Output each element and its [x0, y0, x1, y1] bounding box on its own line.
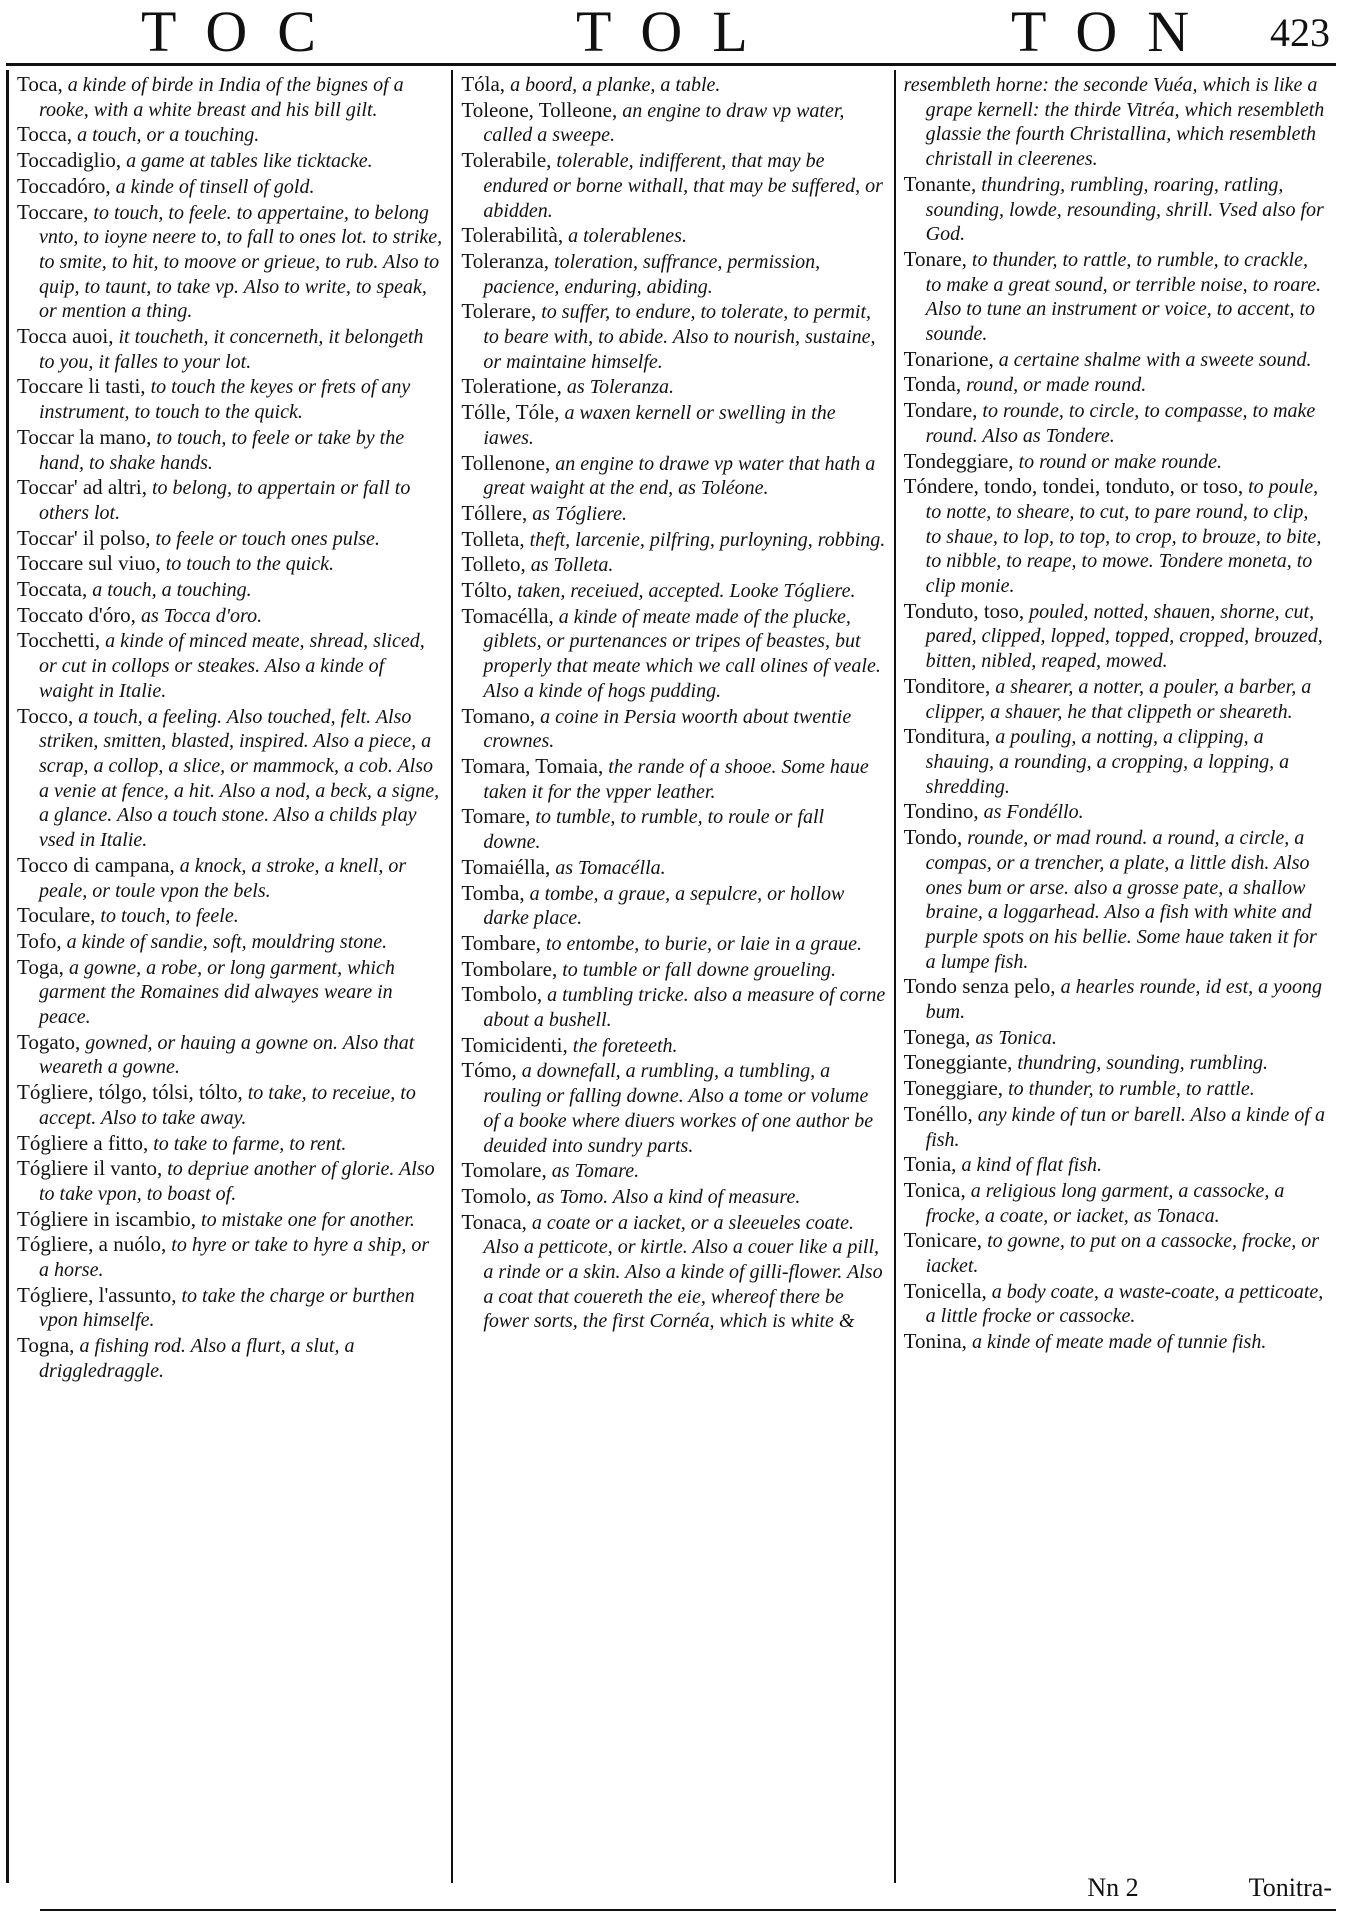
entry-definition: gowned, or hauing a gowne on. Also that weareth a gowne.	[39, 1031, 415, 1079]
catchword: Tonitra-	[1248, 1873, 1332, 1902]
entry-headword: Tonditura,	[903, 724, 991, 749]
entry-definition: a certaine shalme with a sweete sound.	[998, 348, 1312, 371]
dictionary-entry	[904, 1050, 1328, 1076]
dictionary-entry	[904, 247, 1328, 347]
dictionary-entry	[461, 148, 885, 223]
entry-definition: a body coate, a waste-coate, a petticoate, a little frocke or cassocke.	[925, 1280, 1324, 1328]
dictionary-entry	[17, 704, 443, 853]
entry-definition: a kinde of meate made of tunnie fish.	[971, 1331, 1267, 1354]
entry-headword: Tonda,	[903, 372, 962, 397]
entry-headword: Tolerabile,	[461, 148, 552, 173]
dictionary-entry	[17, 1156, 443, 1206]
entry-definition: to touch, to feele. to appertaine, to belong vnto, to ioyne neere to, to fall to ones lot. to strike, to smite, to hit, to moove or grieue, to rub. Also to quip, to taunt, to take vp. Also to write, to speak, or mention a thing.	[39, 201, 443, 323]
entry-headword: Tolleto,	[461, 552, 526, 577]
dictionary-entry	[461, 1210, 885, 1335]
entry-definition: thundring, rumbling, roaring, ratling, sounding, lowde, resounding, shrill. Vsed also for God.	[925, 173, 1324, 246]
column-right	[894, 70, 1336, 1883]
entry-headword: Toneggiante,	[903, 1050, 1013, 1075]
entry-headword: Tocchetti,	[17, 628, 101, 653]
dictionary-entry	[17, 174, 443, 200]
entry-definition: a tumbling tricke. also a measure of corne about a bushell.	[483, 984, 886, 1032]
entry-headword: Tolerabilità,	[461, 223, 564, 248]
entry-definition: as Tomacélla.	[555, 856, 666, 879]
dictionary-entry	[461, 855, 885, 881]
entry-definition: to take to farme, to rent.	[153, 1132, 347, 1155]
entry-headword: Tógliere, l'assunto,	[17, 1282, 177, 1307]
entry-definition: a game at tables like ticktacke.	[126, 150, 373, 173]
entry-headword: Tógliere a fitto,	[17, 1130, 149, 1155]
entry-headword: Tógliere il vanto,	[17, 1156, 163, 1181]
header-guide-word-left: TOC	[141, 0, 346, 64]
entry-headword: Toccar' il polso,	[17, 525, 151, 550]
entry-definition: as Tonica.	[975, 1026, 1057, 1049]
entry-headword: Tólle, Tóle,	[461, 400, 560, 425]
entry-headword: Toccadóro,	[17, 173, 111, 198]
dictionary-entry	[904, 474, 1328, 599]
entry-headword: Tocca,	[17, 122, 73, 147]
entry-headword: Tonare,	[903, 246, 967, 271]
entry-definition: a religious long garment, a cassocke, a frocke, a coate, or iacket, as Tonaca.	[925, 1179, 1285, 1227]
entry-definition: to mistake one for another.	[201, 1208, 415, 1231]
entry-headword: Tomaiélla,	[461, 854, 551, 879]
entry-definition: to take, to receiue, to accept. Also to take away.	[39, 1082, 416, 1129]
entry-definition: to poule, to notte, to sheare, to cut, to pare round, to clip, to shaue, to lop, to top, to crop, to brouze, to bite, to nibble, to reape, to mowe. Tondere moneta, to clip monie.	[925, 476, 1322, 598]
entry-definition: theft, larcenie, pilfring, purloyning, robbing.	[529, 528, 886, 551]
dictionary-entry	[904, 1178, 1328, 1228]
dictionary-entry	[904, 974, 1328, 1024]
entry-headword: Tomacélla,	[461, 603, 554, 628]
entry-definition: a knock, a stroke, a knell, or peale, or toule vpon the bels.	[39, 854, 407, 902]
entry-headword: Tocca auoi,	[17, 324, 114, 349]
entry-definition: to suffer, to endure, to tolerate, to permit, to beare with, to abide. Also to nourish, sustaine, or maintaine himselfe.	[483, 301, 876, 373]
dictionary-entry	[461, 299, 885, 374]
entry-definition: to touch, to feele or take by the hand, to shake hands.	[39, 426, 405, 474]
entry-headword: Toleone, Tolleone,	[461, 97, 618, 122]
entry-definition: a kinde of sandie, soft, mouldring stone.	[66, 930, 388, 953]
dictionary-entry	[17, 200, 443, 325]
dictionary-entry	[904, 799, 1328, 825]
entry-headword: Toccadiglio,	[17, 148, 122, 173]
entry-headword: Tonicare,	[903, 1228, 983, 1253]
entry-headword: Tondo,	[903, 825, 963, 850]
entry-definition: rounde, or mad round. a round, a circle, a compas, or a trencher, a plate, a little dish. Also ones bum or arse. also a grosse pate, a shallow braine, a loggarhead. Also a fish with white and purple spots on his bellie. Some haue taken it for a lumpe fish.	[925, 827, 1317, 973]
entry-definition: a fishing rod. Also a flurt, a slut, a driggledraggle.	[39, 1335, 355, 1382]
entry-headword: Tonante,	[903, 171, 977, 196]
entry-definition: as Tomo. Also a kind of measure.	[536, 1185, 801, 1208]
entry-definition: as Toleranza.	[566, 376, 674, 399]
entry-definition: a kinde of birde in India of the bignes of a rooke, with a white breast and his bill gilt.	[39, 74, 404, 121]
dictionary-entry	[461, 982, 885, 1032]
dictionary-entry	[17, 148, 443, 174]
dictionary-entry	[17, 374, 443, 424]
entry-definition: a boord, a planke, a table.	[510, 74, 721, 96]
entry-headword: Togna,	[17, 1333, 75, 1358]
entry-headword: Tomare,	[461, 804, 531, 829]
dictionary-entry	[461, 931, 885, 957]
dictionary-entry	[461, 374, 885, 400]
dictionary-entry	[904, 347, 1328, 373]
entry-headword: Tonaca,	[461, 1209, 527, 1234]
entry-headword: Tomara, Tomaia,	[461, 753, 604, 778]
entry-definition: to touch the keyes or frets of any instrument, to touch to the quick.	[39, 376, 411, 424]
entry-definition: to touch, to feele.	[100, 905, 239, 928]
entry-headword: Tomolo,	[461, 1183, 532, 1208]
page-number: 423	[1270, 10, 1330, 55]
entry-definition: an engine to drawe vp water that hath a great waight at the end, as Toléone.	[483, 452, 876, 500]
dictionary-entry	[17, 122, 443, 148]
entry-headword: Tonduto, toso,	[903, 598, 1025, 623]
dictionary-entry	[461, 957, 885, 983]
entry-headword: Tocco,	[17, 703, 74, 728]
dictionary-entry	[17, 1131, 443, 1157]
entry-headword: Tombolo,	[461, 982, 543, 1007]
entry-headword: Tógliere in iscambio,	[17, 1206, 197, 1231]
entry-definition: a kind of flat fish.	[961, 1154, 1102, 1177]
entry-definition: to rounde, to circle, to compasse, to make round. Also as Tondere.	[925, 400, 1316, 447]
entry-headword: Toga,	[17, 954, 64, 979]
dictionary-entry	[461, 604, 885, 704]
dictionary-entry	[461, 249, 885, 299]
dictionary-entry	[17, 72, 443, 122]
dictionary-entry	[17, 1232, 443, 1282]
entry-headword: Tógliere, a nuólo,	[17, 1232, 167, 1257]
entry-definition: to touch to the quick.	[165, 553, 335, 576]
entry-headword: Tomicidenti,	[461, 1032, 568, 1057]
dictionary-entry	[904, 398, 1328, 448]
dictionary-entry	[17, 577, 443, 603]
dictionary-entry	[17, 425, 443, 475]
text-columns	[6, 70, 1336, 1883]
column-left	[9, 70, 451, 1883]
entry-headword: Tollenone,	[461, 450, 551, 475]
entry-headword: Tólto,	[461, 578, 513, 603]
entry-definition: to tumble, to rumble, to roule or fall downe.	[483, 806, 825, 854]
dictionary-entry	[17, 526, 443, 552]
entry-definition: to round or make rounde.	[1018, 450, 1223, 473]
dictionary-entry	[904, 72, 1328, 172]
dictionary-entry	[461, 501, 885, 527]
bottom-rule	[40, 1909, 1336, 1911]
dictionary-entry	[461, 804, 885, 854]
header-guide-word-right: TON	[1011, 0, 1220, 64]
entry-definition: to thunder, to rattle, to rumble, to crackle, to make a great sound, or terrible noise, to roare. Also to tune an instrument or voice, to accent, to sounde.	[925, 248, 1322, 346]
entry-headword: Tomano,	[461, 703, 536, 728]
entry-definition: as Tolleta.	[530, 554, 614, 577]
entry-headword: Tomolare,	[461, 1158, 547, 1183]
dictionary-entry	[461, 754, 885, 804]
entry-headword: Tocco di campana,	[17, 852, 175, 877]
entry-headword: Tolleta,	[461, 526, 525, 551]
entry-definition: a downefall, a rumbling, a tumbling, a rouling or falling downe. Also a tome or volume of a booke where diuers workes of one author be deuided into sundry parts.	[483, 1060, 874, 1157]
dictionary-entry	[461, 98, 885, 148]
entry-definition: it toucheth, it concerneth, it belongeth to you, it falles to your lot.	[39, 326, 424, 373]
dictionary-entry	[461, 704, 885, 754]
dictionary-entry	[904, 1152, 1328, 1178]
header-guide-word-center: TOL	[576, 0, 778, 64]
dictionary-entry	[461, 1158, 885, 1184]
entry-headword: Tondo senza pelo,	[903, 974, 1056, 999]
entry-headword: Tóla,	[461, 72, 506, 96]
entry-definition: pouled, notted, shauen, shorne, cut, pared, clipped, lopped, topped, cropped, brouzed, bitten, nibled, reaped, mowed.	[925, 600, 1323, 673]
entry-headword: Tonica,	[903, 1177, 966, 1202]
entry-headword: Toccar' ad altri,	[17, 475, 147, 500]
entry-definition: as Tocca d'oro.	[140, 604, 263, 627]
entry-headword: Toculare,	[17, 903, 96, 928]
dictionary-entry	[904, 825, 1328, 974]
entry-headword: Tonina,	[903, 1329, 967, 1354]
entry-headword: Tonega,	[903, 1024, 971, 1049]
entry-headword: Tomba,	[461, 880, 525, 905]
entry-headword: Tondeggiare,	[903, 448, 1014, 473]
dictionary-entry	[17, 628, 443, 703]
entry-headword: Togato,	[17, 1029, 81, 1054]
dictionary-entry	[461, 1033, 885, 1059]
entry-definition: a touch, a feeling. Also touched, felt. Also striken, smitten, blasted, inspired. Also a piece, a scrap, a collop, a slice, or mammock, a cob. Also a venie at fence, a hit. Also a nod, a beck, a signe, a glance. Also a touch stone. Also a childs play vsed in Italie.	[39, 705, 440, 852]
entry-definition: to entombe, to burie, or laie in a graue.	[545, 932, 862, 955]
entry-definition: toleration, suffrance, permission, pacience, enduring, abiding.	[483, 250, 821, 298]
dictionary-entry	[17, 955, 443, 1030]
entry-headword: Toccare li tasti,	[17, 374, 146, 399]
entry-headword: Tonarione,	[903, 346, 994, 371]
dictionary-entry	[461, 1184, 885, 1210]
column-middle	[451, 70, 893, 1883]
running-header	[6, 0, 1336, 66]
entry-definition: to depriue another of glorie. Also to take vpon, to boast of.	[39, 1158, 435, 1205]
entry-definition: tolerable, indifferent, that may be endured or borne withall, that may be suffered, or abidden.	[483, 150, 883, 222]
entry-definition: to gowne, to put on a cassocke, frocke, or iacket.	[925, 1230, 1320, 1278]
entry-definition: to hyre or take to hyre a ship, or a horse.	[39, 1234, 430, 1282]
dictionary-entry	[17, 1030, 443, 1080]
dictionary-entry	[904, 724, 1328, 799]
dictionary-entry	[461, 1058, 885, 1158]
entry-definition: a gowne, a robe, or long garment, which garment the Romaines did alwayes weare in peace.	[39, 956, 395, 1029]
entry-headword: Tonia,	[903, 1152, 957, 1177]
dictionary-entry	[17, 1207, 443, 1233]
dictionary-entry	[904, 599, 1328, 674]
dictionary-entry	[17, 1080, 443, 1130]
entry-definition: a kinde of meate made of the plucke, giblets, or purtenances or tripes of beastes, but properly that meate which we call olines of veale. Also a kinde of hogs pudding.	[483, 605, 881, 702]
entry-definition: round, or made round.	[966, 374, 1147, 397]
entry-headword: Tondino,	[903, 799, 979, 824]
signature-mark: Nn 2	[1087, 1873, 1139, 1902]
entry-headword: Toccato d'óro,	[17, 602, 136, 627]
entry-definition: as Fondéllo.	[983, 801, 1084, 824]
entry-definition: a touch, or a touching.	[77, 124, 260, 147]
entry-headword: Toneggiare,	[903, 1076, 1004, 1101]
entry-headword: Tofo,	[17, 928, 62, 953]
entry-definition: a hearles rounde, id est, a yoong bum.	[925, 976, 1323, 1024]
dictionary-entry	[17, 324, 443, 374]
entry-definition: a waxen kernell or swelling in the iawes.	[483, 402, 836, 449]
entry-definition: the rande of a shooe. Some haue taken it for the vpper leather.	[483, 755, 869, 803]
dictionary-entry	[17, 853, 443, 903]
entry-headword: Toca,	[17, 72, 63, 96]
entry-definition: a coine in Persia woorth about twentie crownes.	[483, 705, 852, 753]
dictionary-entry	[17, 551, 443, 577]
dictionary-entry	[461, 881, 885, 931]
entry-definition: the foreteeth.	[572, 1034, 678, 1057]
entry-definition: a kinde of tinsell of gold.	[115, 175, 315, 198]
entry-headword: Toccare sul viuo,	[17, 551, 161, 576]
entry-definition: an engine to draw vp water, called a sweepe.	[483, 99, 845, 147]
entry-headword: Toccare,	[17, 199, 89, 224]
entry-definition: as Tomare.	[551, 1160, 640, 1183]
dictionary-entry	[461, 400, 885, 450]
entry-headword: Tóllere,	[461, 500, 528, 525]
dictionary-entry	[904, 1279, 1328, 1329]
entry-definition: resembleth horne: the seconde Vuéa, which is like a grape kernell: the thirde Vitréa, which resembleth glassie the fourth Christallina, which resembleth christall in cleerenes.	[903, 74, 1325, 171]
dictionary-entry	[17, 1283, 443, 1333]
entry-definition: a touch, a touching.	[92, 579, 252, 602]
entry-definition: to take the charge or burthen vpon himselfe.	[39, 1284, 415, 1332]
entry-definition: to tumble or fall downe groueling.	[562, 958, 836, 981]
dictionary-entry	[904, 449, 1328, 475]
entry-definition: a shearer, a notter, a pouler, a barber, a clipper, a shauer, he that clippeth or sheareth.	[925, 675, 1312, 723]
entry-definition: a pouling, a notting, a clipping, a shauing, a rounding, a cropping, a lopping, a shredding.	[925, 726, 1290, 798]
dictionary-entry	[17, 475, 443, 525]
entry-headword: Tonéllo,	[903, 1101, 973, 1126]
entry-headword: Tombolare,	[461, 956, 558, 981]
entry-headword: Toleranza,	[461, 248, 550, 273]
entry-definition: as Tógliere.	[532, 502, 628, 525]
entry-headword: Tómo,	[461, 1058, 517, 1083]
entry-headword: Toccar la mano,	[17, 424, 152, 449]
dictionary-entry	[904, 1228, 1328, 1278]
entry-definition: a tombe, a graue, a sepulcre, or hollow darke place.	[483, 882, 845, 930]
entry-definition: to feele or touch ones pulse.	[155, 527, 380, 550]
dictionary-entry	[904, 1025, 1328, 1051]
dictionary-entry	[461, 578, 885, 604]
entry-headword: Tombare,	[461, 930, 541, 955]
dictionary-entry	[17, 603, 443, 629]
dictionary-entry	[904, 1329, 1328, 1355]
dictionary-entry	[461, 527, 885, 553]
entry-headword: Toleratione,	[461, 374, 562, 399]
entry-definition: thundring, sounding, rumbling.	[1017, 1052, 1268, 1075]
entry-headword: Tondare,	[903, 398, 978, 423]
entry-definition: taken, receiued, accepted. Looke Tógliere.	[517, 580, 856, 603]
dictionary-entry	[17, 1333, 443, 1383]
entry-headword: Tonicella,	[903, 1278, 987, 1303]
dictionary-entry	[461, 72, 885, 98]
entry-headword: Tógliere, tólgo, tólsi, tólto,	[17, 1080, 243, 1105]
entry-definition: to thunder, to rumble, to rattle.	[1008, 1078, 1255, 1101]
entry-definition: a coate or a iacket, or a sleeueles coate. Also a petticote, or kirtle. Also a couer like a pill, a rinde or a skin. Also a kinde of gilli-flower. Also a coat that couereth the eie, whereof there be fower sorts, the first Cornéa, which is white &	[483, 1211, 883, 1333]
dictionary-entry	[904, 1102, 1328, 1152]
dictionary-entry	[904, 1076, 1328, 1102]
entry-headword: Tolerare,	[461, 299, 537, 324]
dictionary-entry	[461, 223, 885, 249]
dictionary-entry	[17, 903, 443, 929]
entry-headword: Tonditore,	[903, 673, 991, 698]
entry-headword: Tóndere, tondo, tondei, tonduto, or toso,	[903, 474, 1244, 499]
page-footer	[1087, 1873, 1332, 1903]
entry-definition: to belong, to appertain or fall to others lot.	[39, 477, 411, 524]
dictionary-entry	[461, 451, 885, 501]
entry-definition: any kinde of tun or barell. Also a kinde of a fish.	[925, 1103, 1325, 1151]
entry-headword: Toccata,	[17, 577, 88, 602]
dictionary-entry	[17, 929, 443, 955]
entry-definition: a kinde of minced meate, shread, sliced, or cut in collops or steakes. Also a kinde of waight in Italie.	[39, 630, 425, 702]
dictionary-entry	[904, 172, 1328, 247]
dictionary-entry	[904, 372, 1328, 398]
entry-definition: a tolerablenes.	[568, 225, 687, 248]
dictionary-entry	[461, 552, 885, 578]
dictionary-entry	[904, 674, 1328, 724]
